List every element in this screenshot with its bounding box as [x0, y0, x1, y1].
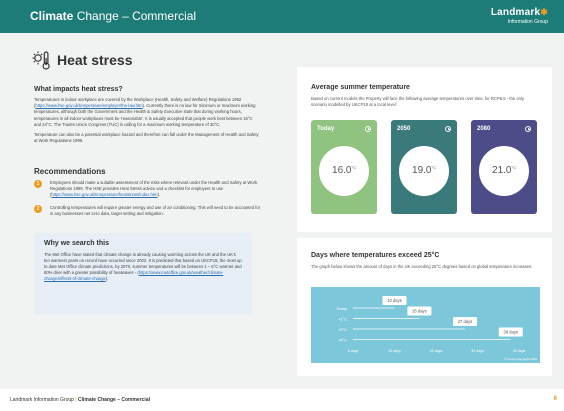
temperature-unit: °C	[351, 165, 356, 170]
what-impacts-text-a: Temperatures in indoor workplace are covered by the Workplace (Health, Safety and Welfare) Regulations 1992 (	[34, 97, 242, 109]
category-label: +2°C	[337, 326, 347, 332]
temperature-unit: °C	[431, 165, 436, 170]
recommendation-number: 2	[34, 205, 42, 213]
temperature-dial	[479, 146, 529, 196]
avg-summer-title: Average summer temperature	[311, 84, 410, 91]
what-impacts-section	[34, 86, 259, 148]
days-exceed-chart-svg	[311, 287, 540, 363]
avg-summer-description: Based on current models the Property will face the following average temperatures over time, for RCP8.5 - the only scenario modelled by UKCP18 at a local level:	[311, 96, 524, 107]
temperature-number: 16.0	[332, 165, 352, 176]
data-label: 16 days	[412, 308, 427, 314]
temperature-tile-today	[311, 120, 377, 214]
days-exceed-title: Days where temperatures exceed 25°C	[311, 252, 440, 259]
recommendation-item	[34, 205, 264, 217]
what-impacts-title: What impacts heat stress?	[34, 86, 123, 93]
what-impacts-text-b: ). Currently there is no law for minimum or maximum working temperatures, although both the Government and the Health & Safety Executive state that during working hours, temperatures in all indoor workplaces must be 'reasonable'. It is usually accepted that people work best between 16°C and 24°C. The Trades Union Congress (TUC) is calling for a maximum working temperature of 30°C.	[34, 103, 256, 127]
clock-icon	[365, 126, 371, 132]
x-tick-label: 30 days	[471, 349, 484, 353]
x-tick-label: 20 days	[429, 349, 443, 353]
days-exceed-card	[297, 238, 552, 376]
page-number: 6	[553, 396, 557, 402]
temperature-value	[481, 165, 527, 176]
data-label: 27 days	[457, 319, 473, 324]
why-title: Why we search this	[44, 240, 109, 247]
why-text-a: The Met Office have stated that climate change is already causing warming across the UK and the UK's ten warmest years on record have occurred since 2002. It is predicted that based on UKCP18, the most up to date Met Office climate predictions, by 2070, summer temperatures will be between 1 – 6°C warmer and 80% drier with a greater possibility of heatwaves - (	[44, 252, 242, 276]
data-label: 38 days	[503, 329, 519, 335]
temperature-number: 21.0	[492, 165, 512, 176]
temperature-unit: °C	[511, 165, 516, 170]
logo-sub: Information Group	[507, 19, 548, 25]
recommendation-item	[34, 180, 264, 199]
temperature-tile-2050	[391, 120, 457, 214]
recommendations-title: Recommendations	[34, 167, 106, 176]
what-impacts-paragraph-1	[34, 97, 259, 128]
tile-label: 2080	[477, 126, 491, 132]
document-title	[30, 9, 196, 23]
temperature-number: 19.0	[412, 165, 432, 176]
thermometer-sun-icon	[32, 50, 52, 70]
temperature-value	[321, 165, 367, 176]
logo-star-icon: ✱	[540, 7, 548, 17]
met-office-link[interactable]: https://www.metoffice.gov.uk/weather/climate-change/effects-of-climate-change	[44, 270, 224, 282]
document-title-bold: Climate	[30, 9, 74, 23]
footer-company: Landmark Information Group	[10, 397, 74, 403]
heat-stress-link[interactable]: https://www.hse.gov.uk/temperature/heatstress/index.htm	[51, 192, 158, 198]
document-title-rest: Change – Commercial	[76, 9, 197, 23]
clock-icon	[525, 126, 531, 132]
data-label: 10 days	[387, 298, 402, 303]
category-label: +1°C	[337, 316, 347, 322]
logo-main: Landmark	[490, 7, 541, 18]
why-paragraph	[44, 252, 242, 282]
recommendation-number: 1	[34, 180, 42, 188]
x-tick-label: 40 days	[512, 349, 526, 353]
recommendation-text-a: Employees should make a suitable assessment of the risks where relevant under the Health and Safety at Work Regulations 1999. The HSE provides Heat Stress advice and a checklist for employers to use (	[50, 180, 258, 198]
landmark-logo	[491, 7, 548, 25]
category-label: Today	[336, 305, 347, 311]
tile-label: 2050	[397, 126, 411, 132]
temperature-value	[401, 165, 447, 176]
x-tick-label: 10 days	[388, 349, 401, 353]
average-summer-card	[297, 67, 552, 232]
footer-report-name: Climate Change – Commercial	[78, 397, 150, 403]
days-exceed-description: The graph below shows the amount of days in the UK exceeding 25°C degrees based on global temperature increases:	[311, 264, 533, 269]
category-label: +4°C	[337, 337, 347, 343]
what-impacts-paragraph-2: Temperature can also be a potential workplace hazard and therefore can fall under the Management of Health and Safety at Work Regulations 1999.	[34, 132, 259, 144]
copyright-text: © Crown Copyright 2019	[504, 357, 537, 361]
temperature-dial	[399, 146, 449, 196]
footer-text	[10, 397, 150, 403]
page-title: Heat stress	[57, 52, 133, 68]
x-tick-label: 0 days	[347, 349, 359, 353]
recommendation-text-b: ).	[157, 192, 161, 198]
page-heading	[32, 50, 133, 70]
clock-icon	[445, 126, 451, 132]
recommendation-text	[50, 180, 264, 199]
footer-separator: |	[75, 397, 77, 403]
header-bar	[0, 0, 564, 33]
hse-law-link[interactable]: https://www.hse.gov.uk/temperature/employer/the-law.htm	[35, 103, 143, 109]
page-footer	[0, 389, 564, 411]
why-we-search-box	[34, 233, 252, 315]
temperature-tile-2080	[471, 120, 537, 214]
tile-label: Today	[317, 126, 335, 132]
days-exceed-chart	[311, 287, 540, 363]
recommendation-text: Controlling temperatures will require greater energy and use of air conditioning. This will need to be accounted for in any businesses net zero data, target setting and mitigation.	[50, 205, 261, 217]
why-text-b: ).	[105, 276, 109, 282]
temperature-dial	[319, 146, 369, 196]
